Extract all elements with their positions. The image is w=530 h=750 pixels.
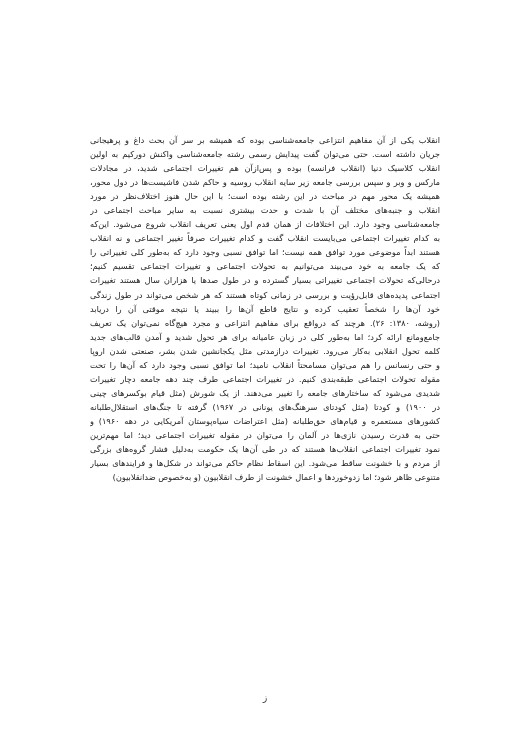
text-line: حتی به قدرت رسیدن نازی‌ها در آلمان را می‌توان در مقوله تغییرات اجتماعی دید؛ اما مهم‌ترین (90, 429, 440, 440)
text-line: جامع‌ومانع ارائه کرد؛ اما به‌طور کلی در زبان عامیانه برای هر تحول شدید و آمدن قالب‌های جدید (90, 331, 440, 342)
text-line: انقلاب و جنبه‌های مختلف آن با شدت و حدت بیشتری نسبت به سایر مباحث اجتماعی در (90, 205, 440, 216)
text-line: که یک جامعه به خود می‌بیند می‌توانیم به تحولات اجتماعی و تغییرات اجتماعی تقسیم کنیم؛ (90, 261, 440, 272)
text-line: درحالی‌که تحولات اجتماعی تغییراتی بسیار گسترده و در طول صدها یا هزاران سال هستند تغییرات (90, 275, 440, 286)
text-line: اجتماعی پدیده‌های قابل‌رؤیت و بررسی در زمانی کوتاه هستند که هر شخص می‌تواند در طول زندگی (90, 289, 440, 300)
text-line: از مردم و با خشونت ساقط می‌شود. این اسقاط نظام حاکم می‌تواند در شکل‌ها و فرایندهای بسیار (90, 458, 440, 469)
text-line: شدیدی می‌شود که ساختارهای جامعه را تغییر می‌دهند. از یک شورش (مثل قیام بوکسرهای چینی (90, 387, 440, 398)
text-line: به کدام تغییرات اجتماعی می‌بایست انقلاب گفت و کدام تغییرات صرفاً تغییر اجتماعی و نه انقلاب (90, 233, 440, 244)
text-line: نمود تغییرات اجتماعی انقلاب‌ها هستند که در طی آن‌ها یک حکومت به‌دلیل فشار گروه‌های بزرگی (90, 444, 440, 455)
text-line: متنوعی ظاهر شود؛ اما زدوخوردها و اعمال خشونت از طرف انقلابیون (و به‌خصوص ضدانقلابیون) (112, 472, 440, 483)
text-line: همیشه یک محور مهم در مباحث در این رشته بوده است؛ با این حال هنوز اختلاف‌نظر در مورد (90, 191, 440, 202)
text-line: هستند ابداً موضوعی مورد توافق همه نیست؛ اما توافق نسبی وجود دارد که به‌طور کلی تغییراتی را (90, 247, 440, 258)
text-line: مقوله تحولات اجتماعی طبقه‌بندی کنیم. در تغییرات اجتماعی طرف چند دهه جامعه دچار تغییرات (90, 373, 440, 384)
text-line: خود آن‌ها را شخصاً تعقیب کرده و نتایج قاطع آن‌ها را ببیند یا نتیجه موقتی آن را دریابد (90, 303, 440, 314)
text-line: انقلاب کلاسیک دنیا (انقلاب فرانسه) بوده و پس‌ازآن هم تغییرات اجتماعی شدید، در مجادلات (90, 163, 440, 174)
text-line: مارکس و وبر و سپس بررسی جامعه زیر سایه انقلاب روسیه و حاکم شدن فاشیست‌ها در دول محور، (90, 177, 440, 188)
text-line: (روشه، ۱۳۸۰: ۲۶). هرچند که درواقع برای مفاهیم انتزاعی و مجرد هیچ‌گاه نمی‌توان یک تعریف (90, 317, 440, 328)
body-paragraph (90, 133, 440, 484)
text-line: جامعه‌شناسی وجود دارد. این اختلافات از همان قدم اول یعنی تعریف انقلاب شروع می‌شود. این‌که (90, 219, 440, 230)
text-line: کلمه تحول انقلابی به‌کار می‌رود. تغییرات درازمدتی مثل یکجانشین شدن بشر، صنعتی شدن اروپا (90, 345, 440, 356)
text-line: کشورهای مستعمره و قیام‌های حق‌طلبانه (مثل اعتراضات سیاه‌پوستان آمریکایی در دهه ۱۹۶۰) و (90, 415, 440, 426)
text-line: جریان داشته است. حتی می‌توان گفت پیدایش رسمی رشته جامعه‌شناسی واکنش دورکیم به اولین (90, 149, 440, 160)
text-line: در ۱۹۰۰) و کودتا (مثل کودتای سرهنگ‌های یونانی در ۱۹۶۷) گرفته تا جنگ‌های استقلال‌طلبانه (90, 401, 440, 412)
page-number: ز (262, 694, 268, 704)
text-line: و حتی رنسانس را هم می‌توان مسامحتاً انقلاب نامید؛ اما توافق نسبی وجود دارد که آن‌ها را تحت (90, 359, 440, 370)
text-line: انقلاب یکی از آن مفاهیم انتزاعی جامعه‌شناسی بوده که همیشه بر سر آن بحث داغ و پرهیجانی (90, 135, 440, 145)
